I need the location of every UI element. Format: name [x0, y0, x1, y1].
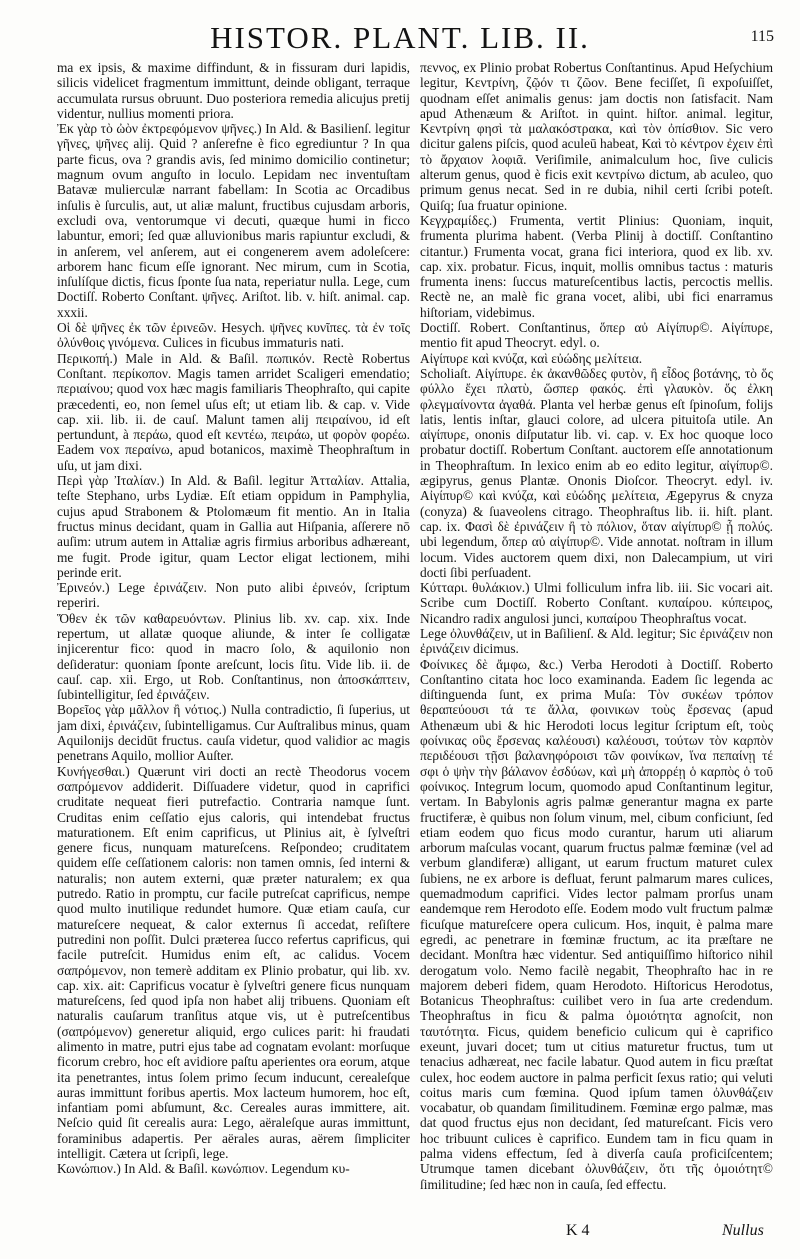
paragraph: Lege ὀλυνθάζειν, ut in Baſilienſ. & Ald. legitur; Sic ἐρινάζειν non ἐρινάζειν dicimus.	[420, 625, 773, 657]
left-column	[57, 60, 410, 1220]
page-number: 115	[750, 28, 774, 45]
paragraph: Doctiſſ. Robert. Conſtantinus, ὅπερ αὐ Αἰγίπυρ©. Αἰγίπυρε, mentio fit apud Theocryt. edyl. ο.	[420, 320, 773, 351]
signature-mark: K 4	[566, 1222, 590, 1239]
paragraph: Κύτταρι. θυλάκιον.) Ulmi folliculum infra lib. iii. Sic vocari ait. Scribe cum Doctiſſ. Roberto Conſtant. κυπαίρου. κύπειρος, Nicandro radix angulosi junci, κυπαίρου Theophraſtus vocat.	[420, 580, 773, 626]
paragraph: Κυνήγεσθαι.) Quærunt viri docti an rectè Theodorus vocem σαπρόμενον addiderit. Diſſuadere videtur, quod in caprifici cruditate nequeat fieri putrefactio. Contraria namque ſunt. Cruditas enim ceſſatio ejus caloris, qui intendebat fructus maturationem. Eſt enim caprificus, ut Plinius ait, è ſylveſtri genere ficus, nunquam matureſcens. Reſpondeo; cruditatem quidem eſſe ceſſationem caloris: non tamen omnis, ſed interni & naturalis; non autem externi, quæ præter naturalem; ex qua putredo. Ratio in promptu, cur facile putreſcat caprificus, nempe quod multo inutilique redundet humore. Quæ etiam cauſa, cur matureſcere nequeat, & calor externus ſi accedat, reſiſtere putredini non poſſit. Dulci præterea ſucco refertus caprificus, qui facile putreſcit. Humidus enim eſt, ac calidus. Vocem σαπρόμενον, non temerè additam ex Plinio probatur, qui lib. xv. cap. xix. ait: Caprificus vocatur è ſylveſtri genere ficus nunquam matureſcens, ſed quod ipſa non habet alij tribuens. Quoniam eſt naturalis cauſarum tranſitus atque vis, ut è putreſcentibus (σαπρόμενον) generetur aliquid, ergo culices parit: hi fraudati alimento in matre, putri ejus tabe ad cognatam evolant: morſuque ficorum crebro, hoc eſt avidiore paſtu aperientes ora eorum, atque ita penetrantes, intus ſolem primo ſecum inducunt, cerealeſque auras immittunt foribus apertis. Mox lacteum humorem, hoc eſt, infantiam pomi abſumunt, &c. Cereales auras immittere, ait. Neſcio quid ſit cerealis aura: Lego, aëraleſque auras immittunt, foraminibus adapertis. Per aërales auras, aërem ſimpliciter intelligit. Cætera ut ſcripſi, lege.	[57, 763, 410, 1162]
paragraph: Περικοπή.) Male in Ald. & Baſil. πωπικόν. Rectè Robertus Conſtant. περίκοπον. Magis tamen arridet Scaligeri emendatio; περιαίνου; quod vox hæc magis familiaris Theophraſto, qui capite præcedenti, eo, non ſemel uſus eſt; ut etiam lib. & cap. v. Vide cap. xii. lib. ii. de cauſ. Malunt tamen alij πειραίνου, id eſt pertundunt, à περάω, quod eſt κεντέω, πειράω, ut φορὸν φορέω. Eadem vox περαίνω, apud botanicos, maximè Theophraſtum in uſu, ut jam dixi.	[57, 350, 410, 473]
paragraph: Ἐρινεόν.) Lege ἐρινάζειν. Non puto alibi ἐρινεόν, ſcriptum reperiri.	[57, 580, 410, 611]
right-column	[420, 60, 773, 1220]
paragraph: Κεγχραμίδες.) Frumenta, vertit Plinius: Quoniam, inquit, frumenta plurima habent. (Verba Plinij à doctiſſ. Conſtantino citantur.) Frumenta vocat, grana fici interiora, quod ex lib. xv. cap. xix. probatur. Ficus, inquit, mollis omnibus tactus : maturis frumenta inens: ſuccus matureſcentibus lactis, percoctis mellis. Rectè ne, an malè fic grana vocet, alibi, ubi fici enarramus hiſtoriam, videbimus.	[420, 212, 773, 320]
paragraph: Αἰγίπυρε καὶ κνύζα, καὶ εὐώδης μελίτεια.	[420, 350, 643, 366]
paragraph: Οἱ δὲ ψῆνες ἐκ τῶν ἐρινεῶν. Hesych. ψῆνες κυνῖπες. τὰ ἐν τοῖς ὀλύνθοις γινόμενα. Culices in ficubus immaturis nati.	[57, 320, 410, 351]
catchword: Nullus	[722, 1222, 764, 1239]
paragraph: Βορεῖος γὰρ μᾶλλον ἢ νότιος.) Nulla contradictio, ſi ſuperius, ut jam dixi, ἐρινάζειν, ſubintelligamus. Cur Auſtralibus minus, quam Aquilonijs decidūt fructus. cauſa videtur, quod validior ac magis penetrans Aquilo, mollior Auſter.	[57, 702, 410, 764]
paragraph: Κωνώπιον.) In Ald. & Baſil. κωνώπιον. Legendum κυ-	[57, 1161, 350, 1177]
page-header	[0, 18, 800, 58]
paragraph: ma ex ipsis, & maxime diffindunt, & in fissuram duri lapidis, silicis videlicet fragmentum immittunt, deinde obligant, terraque accumulata rursus obruunt. Duo posteriora remedia alicujus pretij videntur, nullius momenti priora.	[57, 60, 410, 121]
paragraph: Φοίνικες δὲ ἄμφω, &c.) Verba Herodoti à Doctiſſ. Roberto Conſtantino citata hoc loco examinanda. Eadem ſic legenda ac diſtinguenda ſunt, ex prima Muſa: Τὸν συκέων τρόπον θεραπεύουσι τά τε ἄλλα, φοινικων τοὺς ἔρσενας (apud Athenæum ubi & hic Herodoti locus legitur ſcriptum eſt, τοὺς φοίνικας οὓς ἔρσενας καλέουσι) καλέουσι, τούτων τὸν καρπὸν περιδέουσι τῇσι βαλανηφόροισι τῶν φοινίκων, ἵνα πεπαίνῃ τέ σφι ὁ ψὴν τὴν βάλανον ἐσδύων, καὶ μὴ ἀπορρέῃ ὁ καρπὸς ὁ τοῦ φοίνικος. Integrum locum, quomodo apud Conſtantinum legitur, vertam. In Babylonis agris palmæ generantur magna ex parte fructiferæ, è quibus non ſolum vinum, mel, cibum conficiunt, ſed etiam eodem quo ficus modo curantur, harum uti aliarum arborum maſculas vocant, quarum fructus palmæ fœminæ (vel ad verbum glandiferæ) alligant, ut earum fructum maturet culex ſubiens, ne ex arbore is defluat, ferunt palmarum mares culices, quemadmodum caprifici. Vides lector palmam prorſus unam eandemque rem Herodoto eſſe. Eodem modo vult fructum palmæ ficuſque matureſcere opera culicum. Hos, inquit, è palma mare egredi, ac penetrare in fœminæ fructum, ac ita præſtare ne decidant. Monſtra hæc videntur. Sed antiquiſſimo hiſtorico nihil derogatum volo. Nemo facilè negabit, Theophraſto hac in re majorem deberi fidem, quam Herodoto. Hiſtoricus Herodotus, Botanicus Theophraſtus: cuilibet vero in ſua arte credendum. Theophraſtus in ficu & palma ὁμοιότητα agnoſcit, non ταυτότητα. Ficus, quidem beneficio culicum qui è caprifico exeunt, juvari docet; tum ut citius maturetur fructus, tum ut tenacius adhæreat, nec facile labatur. Quod autem in ficu præſtat culex, hoc eodem auctore in palma perficit ſexus ratio; qui veluti coitus maris cum fœmina. Quod ipſum tamen ὀλυνθάζειν vocabatur, ob quandam ſimilitudinem. Fœminæ ergo palmæ, mas dat quod fructus ejus non decidant, ſed matureſcant. Ficis vero hoc tribuunt culices è caprifico. Eundem tam in ficu quam in palma videns effectum, ſed à diverſa cauſa proficiſcentem; Utrumque tamen dicebant ὀλυνθάζειν, ὅτι τῆς ὁμοιότητ© ſimilitudine; ſed hæc non in cauſa, ſed effectu.	[420, 656, 773, 1192]
page-footer	[0, 1222, 800, 1246]
running-title: HISTOR. PLANT. LIB. II.	[210, 20, 590, 55]
paragraph: Scholiaſt. Αἰγίπυρε. ἐκ ἀκανθῶδες φυτὸν, ἢ εἶδος βοτάνης, τὸ ὅς φύλλο ἔχει πλατὺ, ὥσπερ φακός. ἐπὶ γλαυκὸν. ὅς ἐλκη φλεγμαίνοντα ἀγαθά. Planta vel herbæ genus eſt ſpinoſum, folijs latis, lentis inſtar, glauci colore, ad ulcera pituitoſa utile. An αἰγίπυρε, ononis diſputatur lib. vi. cap. v. Ex hoc quoque loco probatur doctiſſ. Robertum Conſtant. auctorem eſſe annotationum in Theophraſtum. In lexico enim ab eo edito legitur, αἰγίπυρ©. ægipyrus, genus Plantæ. Ononis Dioſcor. Theocryt. edyl. iv. Αἰγίπυρ© καὶ κνύζα, καὶ εὐώδης μελίτεια, Ægepyrus & cnyza (conyza) & ſuaveolens citrago. Theophraſtus lib. ii. hiſt. plant. cap. ix. Φασὶ δὲ ἐρινάζειν ἢ τὸ πόλιον, ὅταν αἰγίπυρ© ᾖ πολύς. ubi legendum, ὅπερ αὐ αἰγίπυρ©. Vide annotat. noſtram in illum locum. Vides auctorem quem dixi, non Dalecampium, ut viri docti ſibi perſuadent.	[420, 365, 773, 580]
paragraph: Ἐκ γὰρ τὸ ὠὸν ἐκτρεφόμενον ψῆνες.) In Ald. & Basilienſ. legitur γῆνες, ψῆνες alij. Quid ? anſerefne è fico egrediuntur ? In qua parte ficus, ova ? grandis avis, ſed minimo domicilio continetur; magnum ovum anguſto in loculo. Lepidam nec inventuſtam Batavæ mulierculæ narrant fabellam: In Scotia ac Orcadibus inſulis è ſurculis, aut, ut aliæ malunt, fructibus cujusdam arboris, excludi ova, ventorumque vi decuti, quæque humi in ficco labuntur, emori; ſed quæ alluvionibus maris rapiuntur excludi, & in anſerem, vel anſerem, aut ei congenerem avem adoleſcere: arborem hanc ficum eſſe ignorant. Nec mirum, cum in Scotia, inſulíſque dictis, ficus ſponte ſua nata, reperiatur nulla. Lege, cum Doctiſſ. Roberto Conſtant. ψῆνες. Ariſtot. lib. v. hiſt. animal. cap. xxxii.	[57, 121, 410, 320]
paragraph: πεννος, ex Plinio probat Robertus Conſtantinus. Apud Heſychium legitur, Κεντρίνη, ζῷόν τι ζῶον. Bene feciſſet, ſi expoſuiſſet, quodnam eſſet animalis genus: jam doctis non ſatisfacit. Nam apud Athenæum & Ariſtot. in quint. hiſtor. animal. legitur, Κεντρίνη φησὶ τὰ μαλακόστρακα, καὶ τὸν ὀπίσθιον. Sic vero dicitur galens piſcis, quod aculeū habeat, Καὶ τὸ κέντρον ἐχειν ἐπὶ τὸ ἄρχαιον λοφιᾶ. Veriſimile, animalculum hoc, ſive culicis alterum genus, quod è ficis exit κεντρίνω dictum, ab aculeo, quo primum genus necat. Sed in re dubia, nihil certi ſcribi poteſt. Quiſq; ſua fruatur opinione.	[420, 60, 773, 213]
paragraph: Ὅθεν ἐκ τῶν καθαρευόντων. Plinius lib. xv. cap. xix. Inde repertum, ut allatæ quoque aliunde, & inter ſe colligatæ injicerentur fico: quod in macro ſolo, & aquilonio non deſideratur: quoniam ſponte areſcunt, locis ſitu. Vide lib. ii. de cauſ. cap. xii. Ergo, ut Rob. Conſtantinus, non ἀποσκάπτειν, ſubintelligitur, ſed ἐρινάζειν.	[57, 610, 410, 703]
paragraph: Περὶ γὰρ Ἰταλίαν.) In Ald. & Baſil. legitur Ἀτταλίαν. Attalia, teſte Stephano, urbs Lydiæ. Eſt etiam oppidum in Pamphylia, cujus apud Strabonem & Ptolomæum fit mentio. An in Italia fructus minus decidant, quam in Gallia aut Hiſpania, aſſerere nō auſim: utrum autem in Attaliæ agris firmius arboribus adhæreant, me fugit. Prode igitur, quam Lector eligat lectionem, mihi perinde erit.	[57, 473, 410, 580]
